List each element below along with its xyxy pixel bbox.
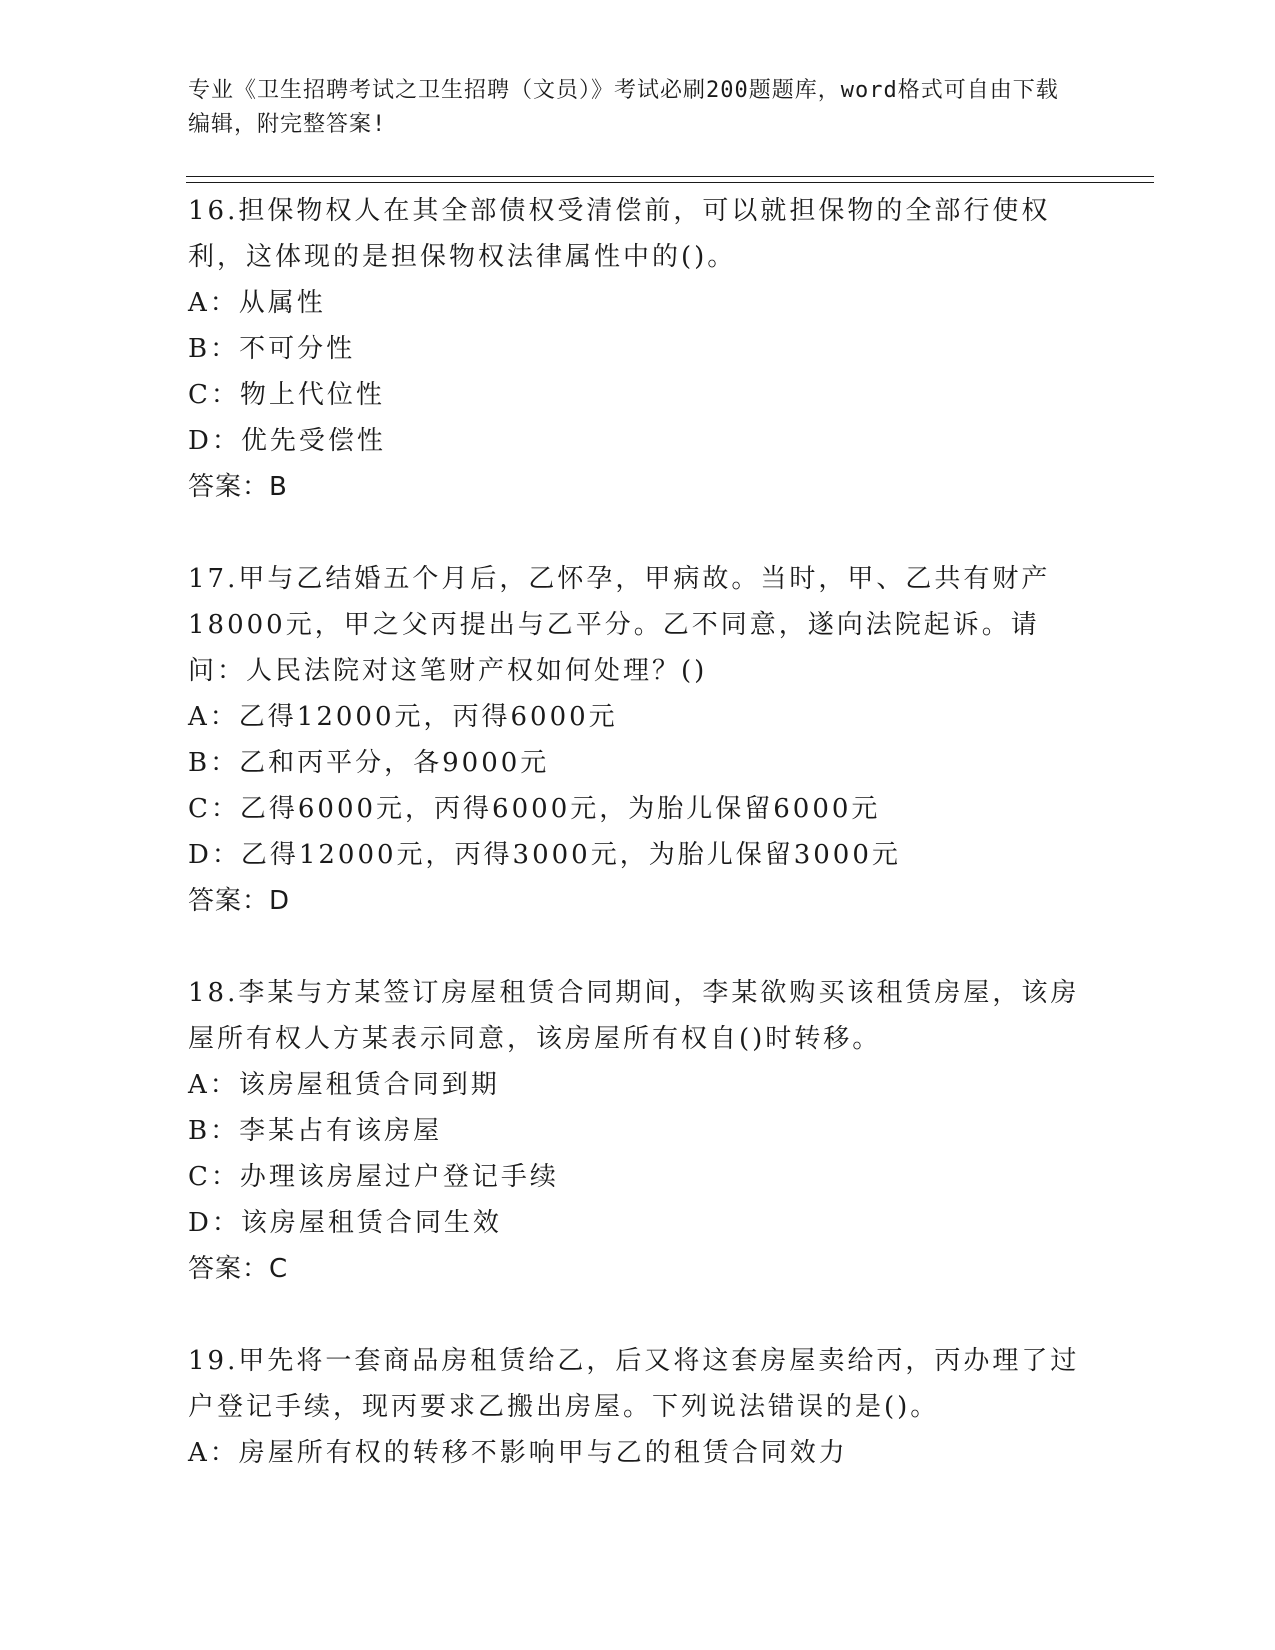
option-d: D：该房屋租赁合同生效 <box>188 1208 502 1238</box>
document-header: 专业《卫生招聘考试之卫生招聘（文员）》考试必刷200题题库，word格式可自由下载编辑，附完整答案! <box>188 78 1059 137</box>
option-c: C：物上代位性 <box>188 380 385 410</box>
question-17 <box>188 556 1088 924</box>
option-d: D：优先受偿性 <box>188 426 386 456</box>
question-text: 17.甲与乙结婚五个月后，乙怀孕，甲病故。当时，甲、乙共有财产18000元，甲之父丙提出与乙平分。乙不同意，遂向法院起诉。请问：人民法院对这笔财产权如何处理？() <box>188 564 1051 686</box>
option-b: B：不可分性 <box>188 334 356 364</box>
option-a: A：乙得12000元，丙得6000元 <box>188 702 618 732</box>
question-18 <box>188 970 1088 1292</box>
question-list <box>188 188 1088 1522</box>
answer-text: 答案：C <box>188 1254 289 1284</box>
question-text: 19.甲先将一套商品房租赁给乙，后又将这套房屋卖给丙，丙办理了过户登记手续，现丙要求乙搬出房屋。下列说法错误的是()。 <box>188 1346 1080 1422</box>
option-c: C：乙得6000元，丙得6000元，为胎儿保留6000元 <box>188 794 881 824</box>
option-a: A：从属性 <box>188 288 326 318</box>
option-a: A：该房屋租赁合同到期 <box>188 1070 500 1100</box>
header-divider-bottom <box>186 182 1154 183</box>
question-text: 18.李某与方某签订房屋租赁合同期间，李某欲购买该租赁房屋，该房屋所有权人方某表示同意，该房屋所有权自()时转移。 <box>188 978 1080 1054</box>
question-text: 16.担保物权人在其全部债权受清偿前，可以就担保物的全部行使权利，这体现的是担保物权法律属性中的()。 <box>188 196 1051 272</box>
option-c: C：办理该房屋过户登记手续 <box>188 1162 559 1192</box>
question-16 <box>188 188 1088 510</box>
question-19 <box>188 1338 1088 1476</box>
option-b: B：乙和丙平分，各9000元 <box>188 748 550 778</box>
option-b: B：李某占有该房屋 <box>188 1116 443 1146</box>
option-d: D：乙得12000元，丙得3000元，为胎儿保留3000元 <box>188 840 901 870</box>
option-a: A：房屋所有权的转移不影响甲与乙的租赁合同效力 <box>188 1438 848 1468</box>
answer-text: 答案：D <box>188 886 291 916</box>
header-divider-top <box>186 176 1154 177</box>
answer-text: 答案：B <box>188 472 288 502</box>
